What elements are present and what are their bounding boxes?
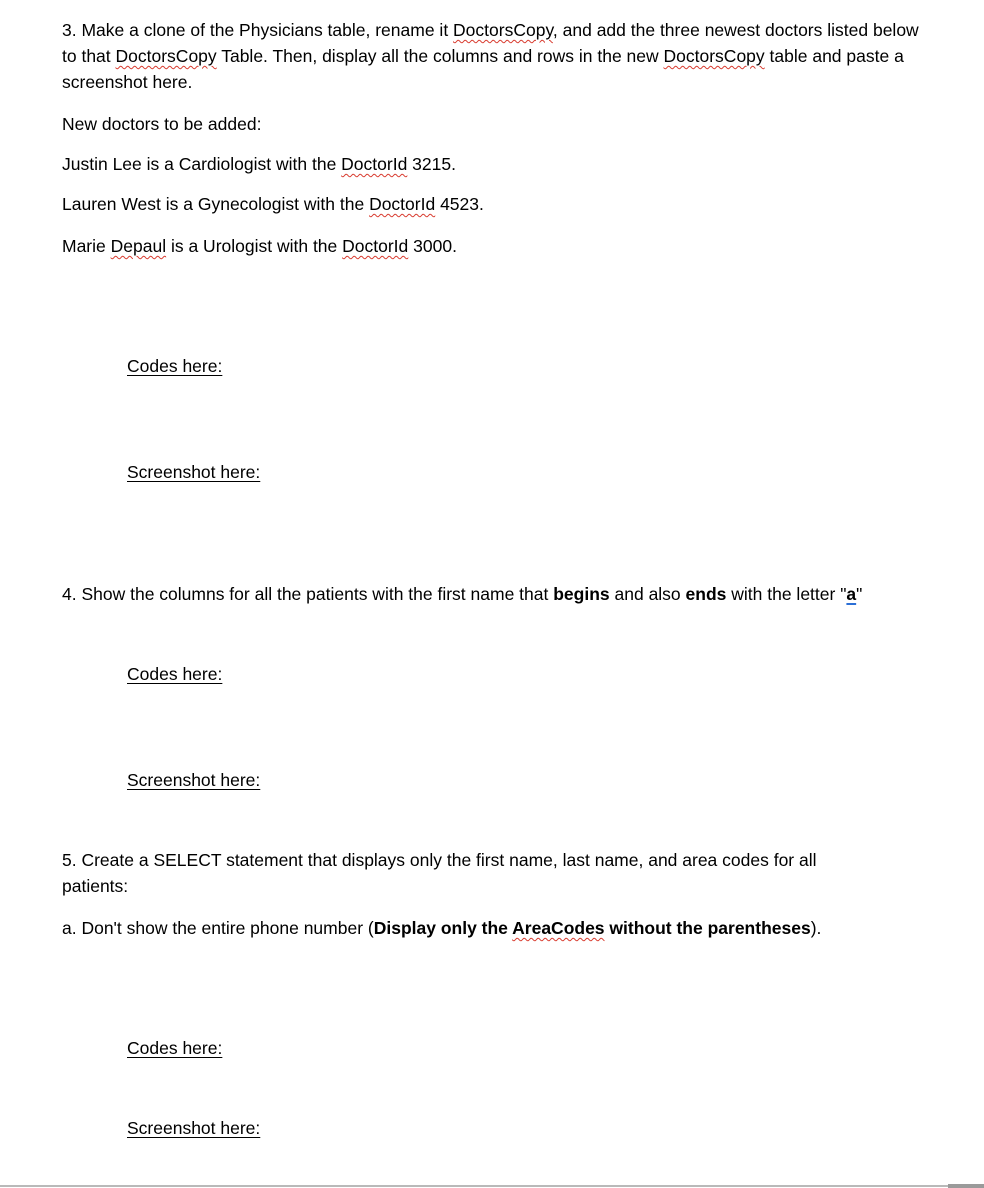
q3-prompt [62,17,924,95]
q4-text-1: 4. Show the columns for all the patients with the first name that [62,584,554,604]
q4-prompt [62,581,944,607]
q4-letter-a: a [846,584,857,604]
q4-text-4: " [856,584,863,604]
q3-codes-label: Codes here: [127,356,223,376]
q5-codes-label: Codes here: [127,1038,223,1058]
q3-term-doctorscopy-2: DoctorsCopy [115,46,217,66]
q4-text-3: with the letter " [726,584,847,604]
q4-screenshot-label: Screenshot here: [127,770,261,790]
q5-a-text-1: a. Don't show the entire phone number ( [62,918,374,938]
q3-d3-surname: Depaul [110,236,167,256]
page-edge-shadow [948,1184,984,1188]
q3-doctor-justin-lee [62,151,924,177]
page-bottom-edge [0,1185,984,1187]
q3-d3-id: 3000. [408,236,457,256]
q3-term-doctorscopy-3: DoctorsCopy [663,46,765,66]
q4-ends: ends [685,584,727,604]
q3-text-2: , and add the three newest doctors listed below to that [62,20,919,66]
q5-screenshot-label: Screenshot here: [127,1118,261,1138]
q3-d1-term: DoctorId [341,154,408,174]
q5-a-bold-2: without the parentheses [604,918,811,938]
q3-screenshot-label: Screenshot here: [127,462,261,482]
q5-a-text-2: ). [810,918,822,938]
q3-new-doctors-heading: New doctors to be added: [62,114,262,134]
q3-doctor-marie-depaul [62,233,924,259]
q3-d2-term: DoctorId [369,194,436,214]
q3-term-doctorscopy-1: DoctorsCopy [453,20,553,40]
q5-a-term-areacodes: AreaCodes [512,918,605,938]
q3-text-3: Table. Then, display all the columns and rows in the new [216,46,664,66]
q4-text-2: and also [609,584,686,604]
q3-text-1: 3. Make a clone of the Physicians table, rename it [62,20,454,40]
q5-prompt: 5. Create a SELECT statement that displays only the first name, last name, and area codes for all patients: [62,850,817,896]
q3-text-4: table and paste a screenshot here. [62,46,904,92]
q3-d2-text: Lauren West is a Gynecologist with the [62,194,370,214]
q3-d1-text: Justin Lee is a Cardiologist with the [62,154,342,174]
q3-d3-text-1: Marie [62,236,111,256]
q4-codes-label: Codes here: [127,664,223,684]
q3-d3-term: DoctorId [342,236,409,256]
q5-a-bold-1: Display only the [373,918,513,938]
q3-d2-id: 4523. [435,194,484,214]
q3-doctor-lauren-west [62,191,924,217]
q5-sub-a [62,915,924,941]
q4-begins: begins [553,584,610,604]
q3-d1-id: 3215. [407,154,456,174]
q3-d3-text-2: is a Urologist with the [166,236,343,256]
